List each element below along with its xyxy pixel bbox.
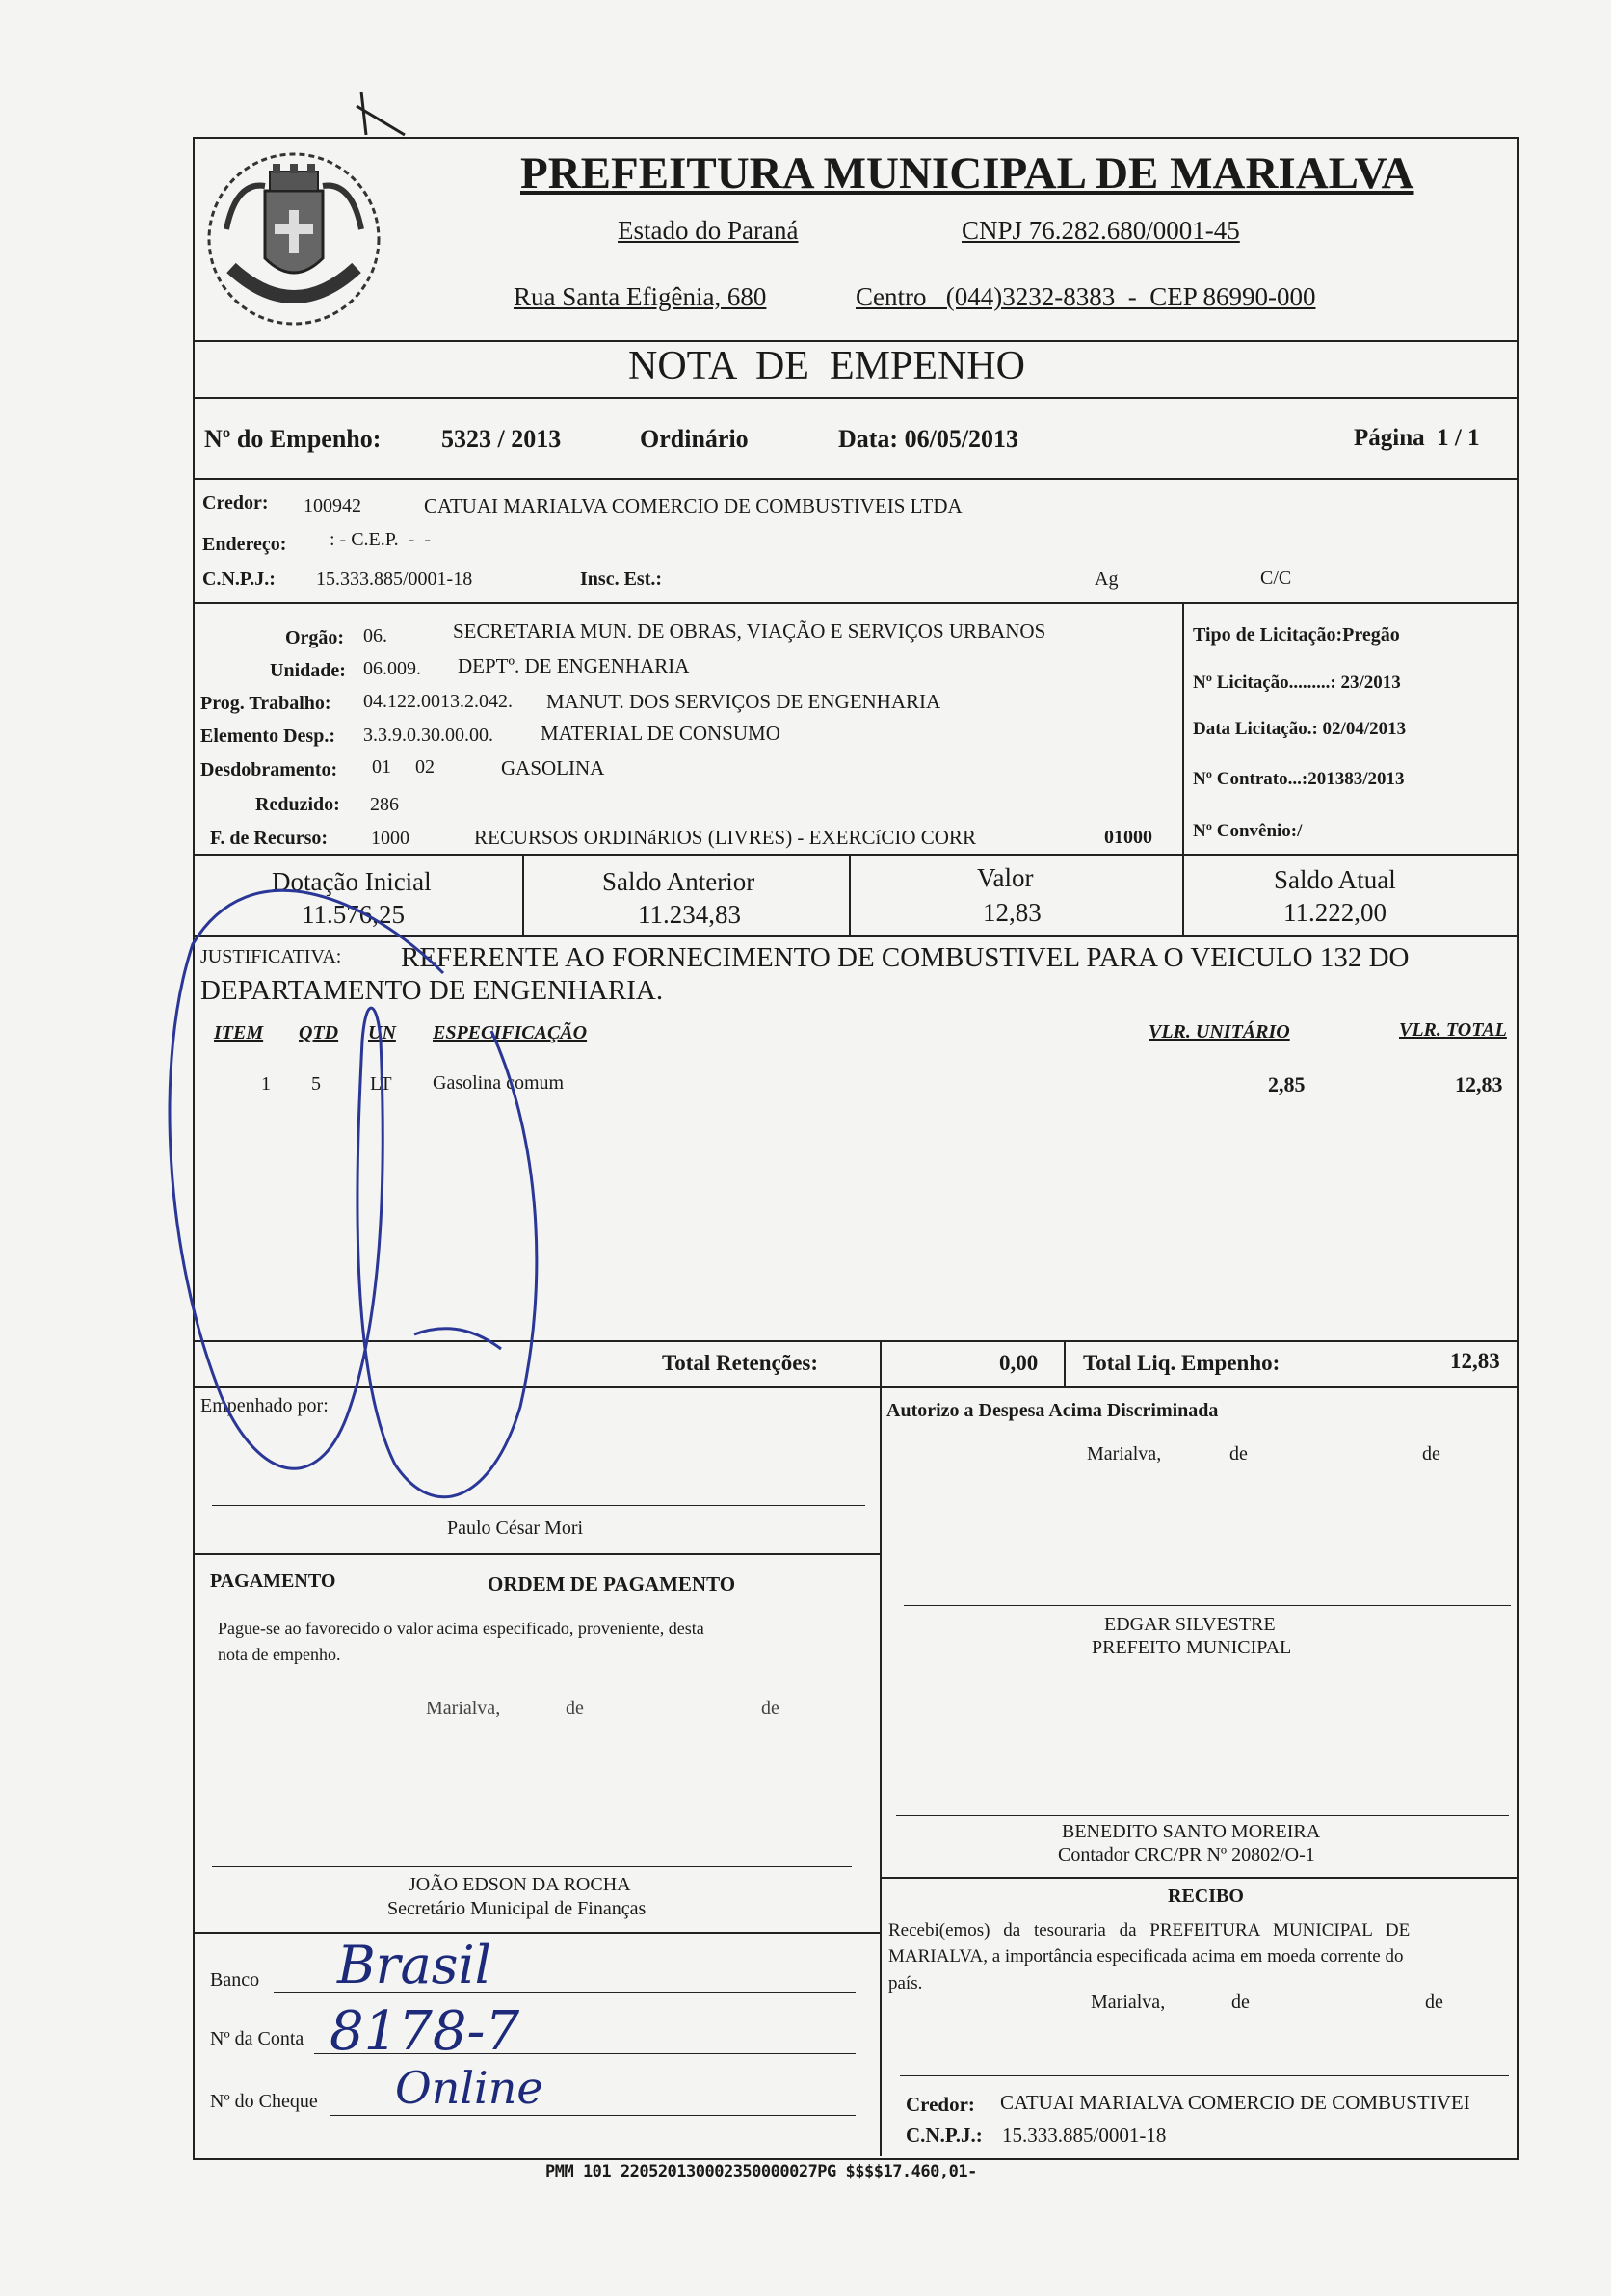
valor-label: Valor [977, 863, 1034, 892]
total-liquido-label: Total Liq. Empenho: [1083, 1351, 1281, 1375]
empenho-label: Nº do Empenho: [204, 425, 382, 453]
credor-code: 100942 [304, 495, 361, 516]
endereco-label: Endereço: [202, 534, 287, 555]
empenhado-name: Paulo César Mori [447, 1517, 584, 1539]
recibo-text-2: MARIALVA, a importância especificada acima em moeda corrente do [888, 1946, 1404, 1966]
pagamento-text-1: Pague-se ao favorecido o valor acima especificado, proveniente, desta [218, 1619, 704, 1638]
pagamento-label: PAGAMENTO [210, 1570, 336, 1592]
col-vlr-total: VLR. TOTAL [1399, 1019, 1507, 1041]
recibo-city: Marialva, [1091, 1992, 1166, 2013]
secretario-role: Secretário Municipal de Finanças [387, 1898, 647, 1919]
fonte-label: F. de Recurso: [210, 828, 329, 849]
item-spec: Gasolina comum [433, 1072, 565, 1094]
item-un: LT [370, 1073, 392, 1095]
desdobramento-label: Desdobramento: [200, 759, 338, 780]
item-number: 1 [261, 1073, 271, 1095]
prefeito-name: EDGAR SILVESTRE [1104, 1614, 1276, 1635]
prog-label: Prog. Trabalho: [200, 693, 331, 714]
elemento-label: Elemento Desp.: [200, 726, 335, 747]
col-qtd: QTD [299, 1022, 339, 1043]
banco-label: Banco [210, 1969, 260, 1991]
empenho-type: Ordinário [640, 425, 749, 453]
conta-label: Nº da Conta [210, 2028, 304, 2049]
unidade-code: 06.009. [363, 658, 421, 679]
autorizo-de-2: de [1422, 1443, 1440, 1465]
recibo-text-3: país. [888, 1973, 923, 1993]
justificativa-line1: REFERENTE AO FORNECIMENTO DE COMBUSTIVEL PARA O VEICULO 132 DO [401, 942, 1410, 973]
reduzido-label: Reduzido: [255, 794, 340, 815]
contrato-numero: Nº Contrato...:201383/2013 [1193, 769, 1405, 789]
orgao-name: SECRETARIA MUN. DE OBRAS, VIAÇÃO E SERVIÇOS URBANOS [453, 620, 1046, 643]
insc-label: Insc. Est.: [580, 568, 663, 590]
justificativa-line2: DEPARTAMENTO DE ENGENHARIA. [200, 975, 664, 1006]
contador-name: BENEDITO SANTO MOREIRA [1062, 1821, 1321, 1842]
orgao-code: 06. [363, 625, 387, 647]
pagamento-text-2: nota de empenho. [218, 1645, 341, 1664]
item-unit-value: 2,85 [1268, 1072, 1306, 1096]
saldo-atual-label: Saldo Atual [1274, 865, 1396, 894]
elemento-name: MATERIAL DE CONSUMO [541, 722, 780, 745]
page-number: Página 1 / 1 [1354, 425, 1480, 451]
recibo-credor-label: Credor: [906, 2093, 975, 2116]
total-retencoes-label: Total Retenções: [662, 1351, 819, 1375]
header-cnpj: CNPJ 76.282.680/0001-45 [962, 216, 1240, 245]
prefeito-role: PREFEITO MUNICIPAL [1092, 1637, 1292, 1658]
item-total-value: 12,83 [1455, 1072, 1503, 1096]
cheque-handwritten: Online [395, 2062, 543, 2114]
endereco-value: : - C.E.P. - - [330, 529, 431, 550]
convenio-numero: Nº Convênio:/ [1193, 821, 1303, 841]
dotacao-value: 11.576,25 [302, 900, 405, 929]
credor-label: Credor: [202, 492, 269, 514]
recibo-cnpj-value: 15.333.885/0001-18 [1002, 2124, 1167, 2147]
saldo-anterior-label: Saldo Anterior [602, 867, 755, 896]
pagamento-de-2: de [761, 1698, 779, 1719]
fonte-code: 1000 [371, 828, 409, 849]
prog-code: 04.122.0013.2.042. [363, 691, 513, 712]
cnpj-value: 15.333.885/0001-18 [316, 568, 473, 590]
ordem-pagamento-label: ORDEM DE PAGAMENTO [488, 1572, 736, 1596]
dotacao-label: Dotação Inicial [272, 867, 432, 896]
cheque-label: Nº do Cheque [210, 2091, 318, 2112]
header-address: Rua Santa Efigênia, 680 [514, 282, 767, 311]
col-especificacao: ESPECIFICAÇÃO [433, 1022, 588, 1043]
recibo-credor-value: CATUAI MARIALVA COMERCIO DE COMBUSTIVEI [1000, 2091, 1470, 2114]
cnpj-label: C.N.P.J.: [202, 568, 276, 590]
pagamento-de-1: de [566, 1698, 584, 1719]
credor-name: CATUAI MARIALVA COMERCIO DE COMBUSTIVEIS LTDA [424, 494, 963, 517]
item-qtd: 5 [311, 1073, 321, 1095]
desdobramento-code: 01 02 [372, 756, 435, 778]
orgao-label: Orgão: [285, 627, 345, 648]
recibo-cnpj-label: C.N.P.J.: [906, 2124, 983, 2147]
header-title: PREFEITURA MUNICIPAL DE MARIALVA [520, 148, 1414, 198]
document-title: NOTA DE EMPENHO [628, 344, 1025, 388]
cc-label: C/C [1260, 567, 1292, 589]
footer-code: PMM 101 220520130002350000027PG $$$$17.460,01- [545, 2162, 977, 2181]
empenho-number: 5323 / 2013 [441, 425, 562, 453]
col-item: ITEM [214, 1022, 264, 1043]
saldo-anterior-value: 11.234,83 [638, 900, 741, 929]
recibo-de-1: de [1231, 1992, 1250, 2013]
ag-label: Ag [1095, 568, 1119, 590]
fonte-name: RECURSOS ORDINáRIOS (LIVRES) - EXERCíCIO CORR [474, 826, 976, 849]
banco-handwritten: Brasil [337, 1935, 491, 1995]
conta-handwritten: 8178-7 [330, 2000, 520, 2063]
col-vlr-unitario: VLR. UNITÁRIO [1149, 1021, 1290, 1042]
header-state: Estado do Paraná [618, 216, 799, 245]
total-retencoes-value: 0,00 [999, 1351, 1039, 1375]
total-liquido-value: 12,83 [1450, 1349, 1500, 1373]
desdobramento-name: GASOLINA [501, 756, 605, 779]
header-address-rest: Centro (044)3232-8383 - CEP 86990-000 [856, 282, 1316, 311]
licitacao-data: Data Licitação.: 02/04/2013 [1193, 719, 1407, 739]
col-un: UN [368, 1022, 396, 1043]
licitacao-numero: Nº Licitação.........: 23/2013 [1193, 673, 1401, 693]
elemento-code: 3.3.9.0.30.00.00. [363, 725, 493, 746]
prog-name: MANUT. DOS SERVIÇOS DE ENGENHARIA [546, 690, 941, 713]
recibo-title: RECIBO [1168, 1886, 1244, 1907]
recibo-text-1: Recebi(emos) da tesouraria da PREFEITURA MUNICIPAL DE [888, 1920, 1411, 1940]
empenhado-label: Empenhado por: [200, 1395, 329, 1416]
justificativa-label: JUSTIFICATIVA: [200, 946, 342, 967]
autorizo-title: Autorizo a Despesa Acima Discriminada [886, 1400, 1219, 1421]
empenho-date: Data: 06/05/2013 [838, 425, 1019, 453]
secretario-name: JOÃO EDSON DA ROCHA [409, 1874, 631, 1895]
contador-role: Contador CRC/PR Nº 20802/O-1 [1058, 1844, 1315, 1865]
unidade-name: DEPTº. DE ENGENHARIA [458, 654, 690, 677]
recibo-de-2: de [1425, 1992, 1443, 2013]
fonte-number: 01000 [1104, 827, 1152, 848]
coat-of-arms-logo [198, 143, 390, 335]
reduzido-code: 286 [370, 794, 399, 815]
saldo-atual-value: 11.222,00 [1283, 898, 1387, 927]
autorizo-de-1: de [1229, 1443, 1248, 1465]
pagamento-city: Marialva, [426, 1698, 501, 1719]
licitacao-tipo: Tipo de Licitação:Pregão [1193, 624, 1400, 646]
valor-value: 12,83 [983, 898, 1042, 927]
autorizo-city: Marialva, [1087, 1443, 1162, 1465]
unidade-label: Unidade: [270, 660, 346, 681]
